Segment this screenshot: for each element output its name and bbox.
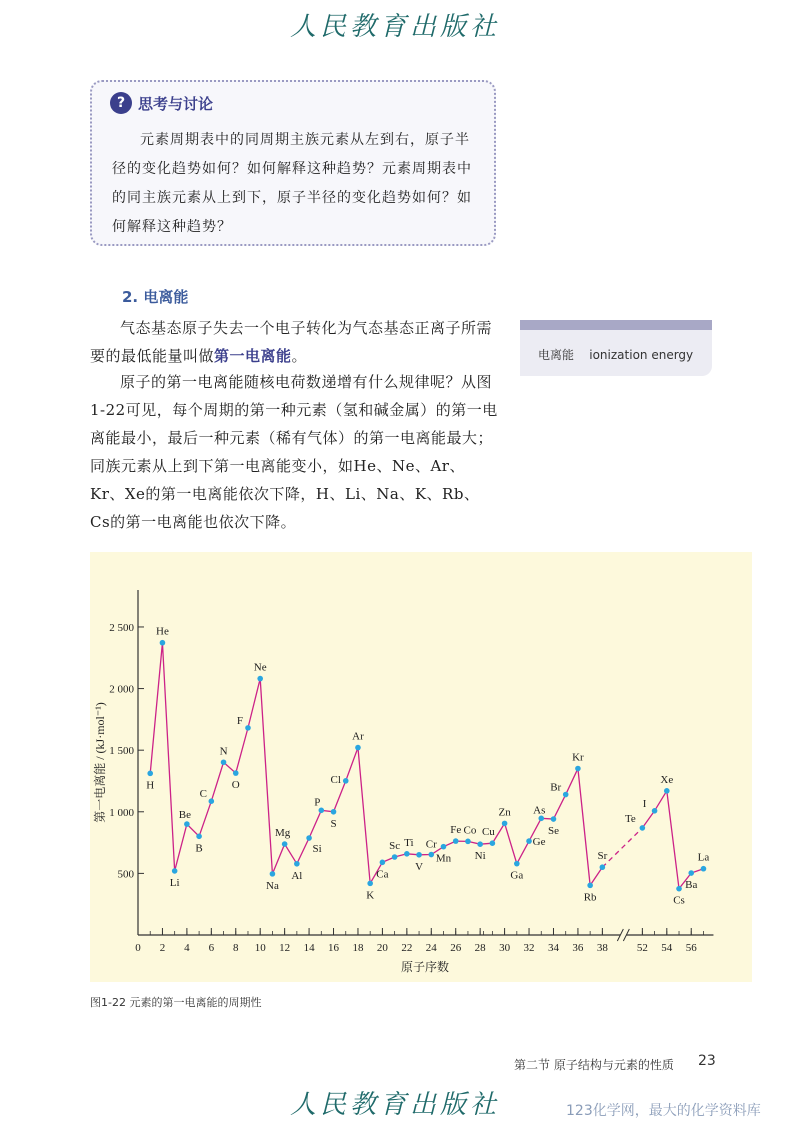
paragraph-definition-text: 气态基态原子失去一个电子转化为气态基态正离子所需要的最低能量叫做	[90, 319, 493, 365]
data-point-Co	[465, 839, 471, 845]
data-label-Cr: Cr	[425, 838, 437, 851]
data-label-La: La	[697, 851, 710, 864]
data-label-He: He	[156, 625, 169, 638]
data-point-K	[367, 881, 373, 887]
data-label-Be: Be	[178, 809, 191, 822]
data-point-Sc	[392, 854, 398, 860]
data-label-Se: Se	[547, 825, 559, 838]
y-tick-label: 2 500	[109, 621, 134, 634]
x-tick-label: 32	[523, 942, 535, 954]
data-label-Te: Te	[624, 812, 636, 825]
data-point-He	[160, 640, 166, 646]
x-tick-label: 56	[685, 942, 697, 954]
discussion-title-text: 思考与讨论	[138, 94, 214, 113]
discussion-text: 元素周期表中的同周期主族元素从左到右，原子半径的变化趋势如何？如何解释这种趋势？元素周期表中的同主族元素从上到下，原子半径的变化趋势如何？如何解释这种趋势？	[112, 132, 472, 235]
data-label-Ca: Ca	[376, 868, 389, 881]
data-point-La	[701, 866, 707, 872]
x-tick-label: 8	[233, 942, 239, 954]
x-tick-label: 28	[474, 942, 486, 954]
x-tick-label: 54	[661, 942, 673, 954]
data-label-Ne: Ne	[253, 661, 267, 674]
x-tick-label: 14	[303, 942, 315, 954]
x-tick-label: 52	[636, 942, 648, 954]
data-label-Ti: Ti	[404, 836, 414, 849]
data-point-Ca	[380, 860, 386, 866]
data-point-Se	[551, 816, 557, 822]
discussion-title	[110, 92, 213, 114]
watermark: 123化学网，最大的化学资料库	[566, 1103, 761, 1119]
ionization-energy-chart	[90, 552, 752, 982]
data-label-Rb: Rb	[583, 891, 597, 904]
data-label-Ge: Ge	[532, 836, 546, 849]
data-label-K: K	[366, 889, 375, 902]
paragraph-definition-end: 。	[291, 347, 308, 365]
glossary-note-text: 电离能 ionization energy	[538, 348, 694, 362]
data-label-B: B	[195, 842, 203, 855]
glossary-note-bar	[520, 320, 712, 330]
data-point-C	[209, 798, 215, 804]
data-point-Mg	[282, 841, 288, 847]
data-point-Cl	[343, 778, 349, 784]
data-label-Cl: Cl	[330, 773, 341, 786]
data-point-Ba	[688, 870, 694, 876]
data-point-Fe	[453, 838, 459, 844]
x-tick-label: 6	[208, 942, 215, 954]
data-label-Ba: Ba	[685, 879, 698, 892]
data-label-Cs: Cs	[673, 894, 685, 907]
data-label-Sr: Sr	[597, 850, 608, 863]
data-label-Mn: Mn	[435, 852, 452, 865]
data-point-Rb	[587, 883, 593, 889]
y-tick-label: 500	[117, 868, 134, 881]
data-label-Br: Br	[550, 781, 562, 794]
x-tick-label: 20	[376, 942, 388, 954]
x-tick-label: 4	[184, 942, 190, 954]
data-point-Xe	[664, 788, 670, 794]
data-label-Li: Li	[169, 876, 180, 889]
x-tick-label: 2	[159, 942, 166, 954]
footer-section-title: 第二节 原子结构与元素的性质	[514, 1058, 674, 1072]
data-label-I: I	[642, 797, 647, 810]
series-line-left	[150, 643, 602, 886]
data-point-Cr	[428, 852, 434, 858]
x-tick-label: 26	[450, 942, 462, 954]
data-label-P: P	[314, 796, 321, 809]
x-tick-label: 10	[254, 942, 266, 954]
data-label-Kr: Kr	[572, 751, 584, 764]
page-number: 23	[698, 1053, 716, 1069]
data-point-Br	[563, 792, 569, 798]
y-tick-label: 1 500	[109, 745, 134, 758]
discussion-box	[90, 80, 496, 246]
x-tick-label: 30	[499, 942, 511, 954]
data-point-As	[538, 816, 544, 822]
data-label-Al: Al	[291, 869, 303, 882]
key-term: 第一电离能	[214, 347, 292, 365]
data-point-Te	[640, 825, 646, 831]
x-tick-label: 16	[328, 942, 340, 954]
y-tick-label: 1 000	[109, 806, 134, 819]
data-point-B	[196, 834, 202, 840]
data-point-Ti	[404, 851, 410, 857]
series-line-gap	[602, 828, 642, 867]
section-heading: 2. 电离能	[122, 288, 189, 306]
data-point-Kr	[575, 766, 581, 772]
data-point-Ge	[526, 838, 532, 844]
x-tick-label: 34	[547, 942, 559, 954]
data-label-S: S	[330, 817, 337, 830]
data-label-H: H	[146, 779, 155, 792]
data-label-N: N	[219, 745, 228, 758]
chart-svg	[90, 552, 752, 982]
data-point-Si	[306, 835, 312, 841]
data-point-Ar	[355, 745, 361, 751]
data-point-Al	[294, 861, 300, 867]
glossary-note	[520, 320, 712, 376]
question-icon: ?	[110, 92, 132, 114]
data-point-Ga	[514, 861, 520, 867]
data-label-Zn: Zn	[498, 806, 511, 819]
data-point-N	[221, 759, 227, 765]
data-label-Mg: Mg	[274, 827, 291, 840]
x-tick-label: 38	[596, 942, 608, 954]
y-tick-label: 2 000	[109, 683, 134, 696]
data-label-Ga: Ga	[510, 869, 524, 882]
y-axis-label: 第一电离能 / (kJ·mol⁻¹)	[93, 702, 107, 823]
data-point-Zn	[502, 821, 508, 827]
data-label-Xe: Xe	[660, 773, 674, 786]
data-label-Fe: Fe	[450, 824, 462, 837]
series-line-right	[642, 791, 703, 892]
data-point-Na	[270, 871, 276, 877]
figure-caption: 图1-22 元素的第一电离能的周期性	[90, 996, 262, 1009]
x-tick-label: 22	[401, 942, 413, 954]
data-label-Cu: Cu	[481, 826, 495, 839]
data-point-F	[245, 725, 251, 731]
data-point-S	[331, 809, 337, 815]
x-axis-label: 原子序数	[400, 960, 450, 974]
x-tick-label: 12	[279, 942, 291, 954]
data-label-Ni: Ni	[474, 850, 486, 863]
data-point-Cs	[676, 886, 682, 892]
x-tick-label: 24	[425, 942, 437, 954]
footer-publisher-logo: 人民教育出版社	[290, 1090, 501, 1120]
data-label-F: F	[236, 714, 244, 727]
data-point-O	[233, 770, 239, 776]
data-point-Mn	[441, 844, 447, 850]
data-point-Ni	[477, 841, 483, 847]
data-point-I	[652, 808, 658, 814]
data-point-Li	[172, 868, 178, 874]
data-label-C: C	[199, 788, 207, 801]
x-tick-label: 0	[135, 942, 141, 954]
data-point-Be	[184, 821, 190, 827]
data-label-Co: Co	[463, 824, 477, 837]
data-label-Na: Na	[266, 879, 279, 892]
publisher-logo: 人民教育出版社	[290, 12, 501, 42]
paragraph-trend: 原子的第一电离能随核电荷数递增有什么规律呢？从图1-22可见，每个周期的第一种元素（氢和碱金属）的第一电离能最小，最后一种元素（稀有气体）的第一电离能最大；同族元素从上到下第一电离能变小，如He、Ne、Ar、Kr、Xe的第一电离能依次下降，H、Li、Na、K、Rb、Cs的第一电离能也依次下降。	[90, 373, 498, 531]
data-label-Sc: Sc	[389, 840, 401, 853]
data-point-V	[416, 852, 422, 858]
data-point-Ne	[257, 676, 263, 682]
data-label-Ar: Ar	[352, 730, 364, 743]
data-label-Si: Si	[312, 843, 322, 856]
x-tick-label: 36	[572, 942, 584, 954]
paragraph-definition	[90, 314, 498, 370]
data-point-P	[319, 808, 325, 814]
data-label-V: V	[415, 860, 424, 873]
data-label-O: O	[231, 779, 240, 792]
x-tick-label: 18	[352, 942, 364, 954]
data-point-H	[147, 771, 153, 777]
data-label-As: As	[533, 804, 546, 817]
data-point-Sr	[600, 864, 606, 870]
data-point-Cu	[490, 840, 496, 846]
